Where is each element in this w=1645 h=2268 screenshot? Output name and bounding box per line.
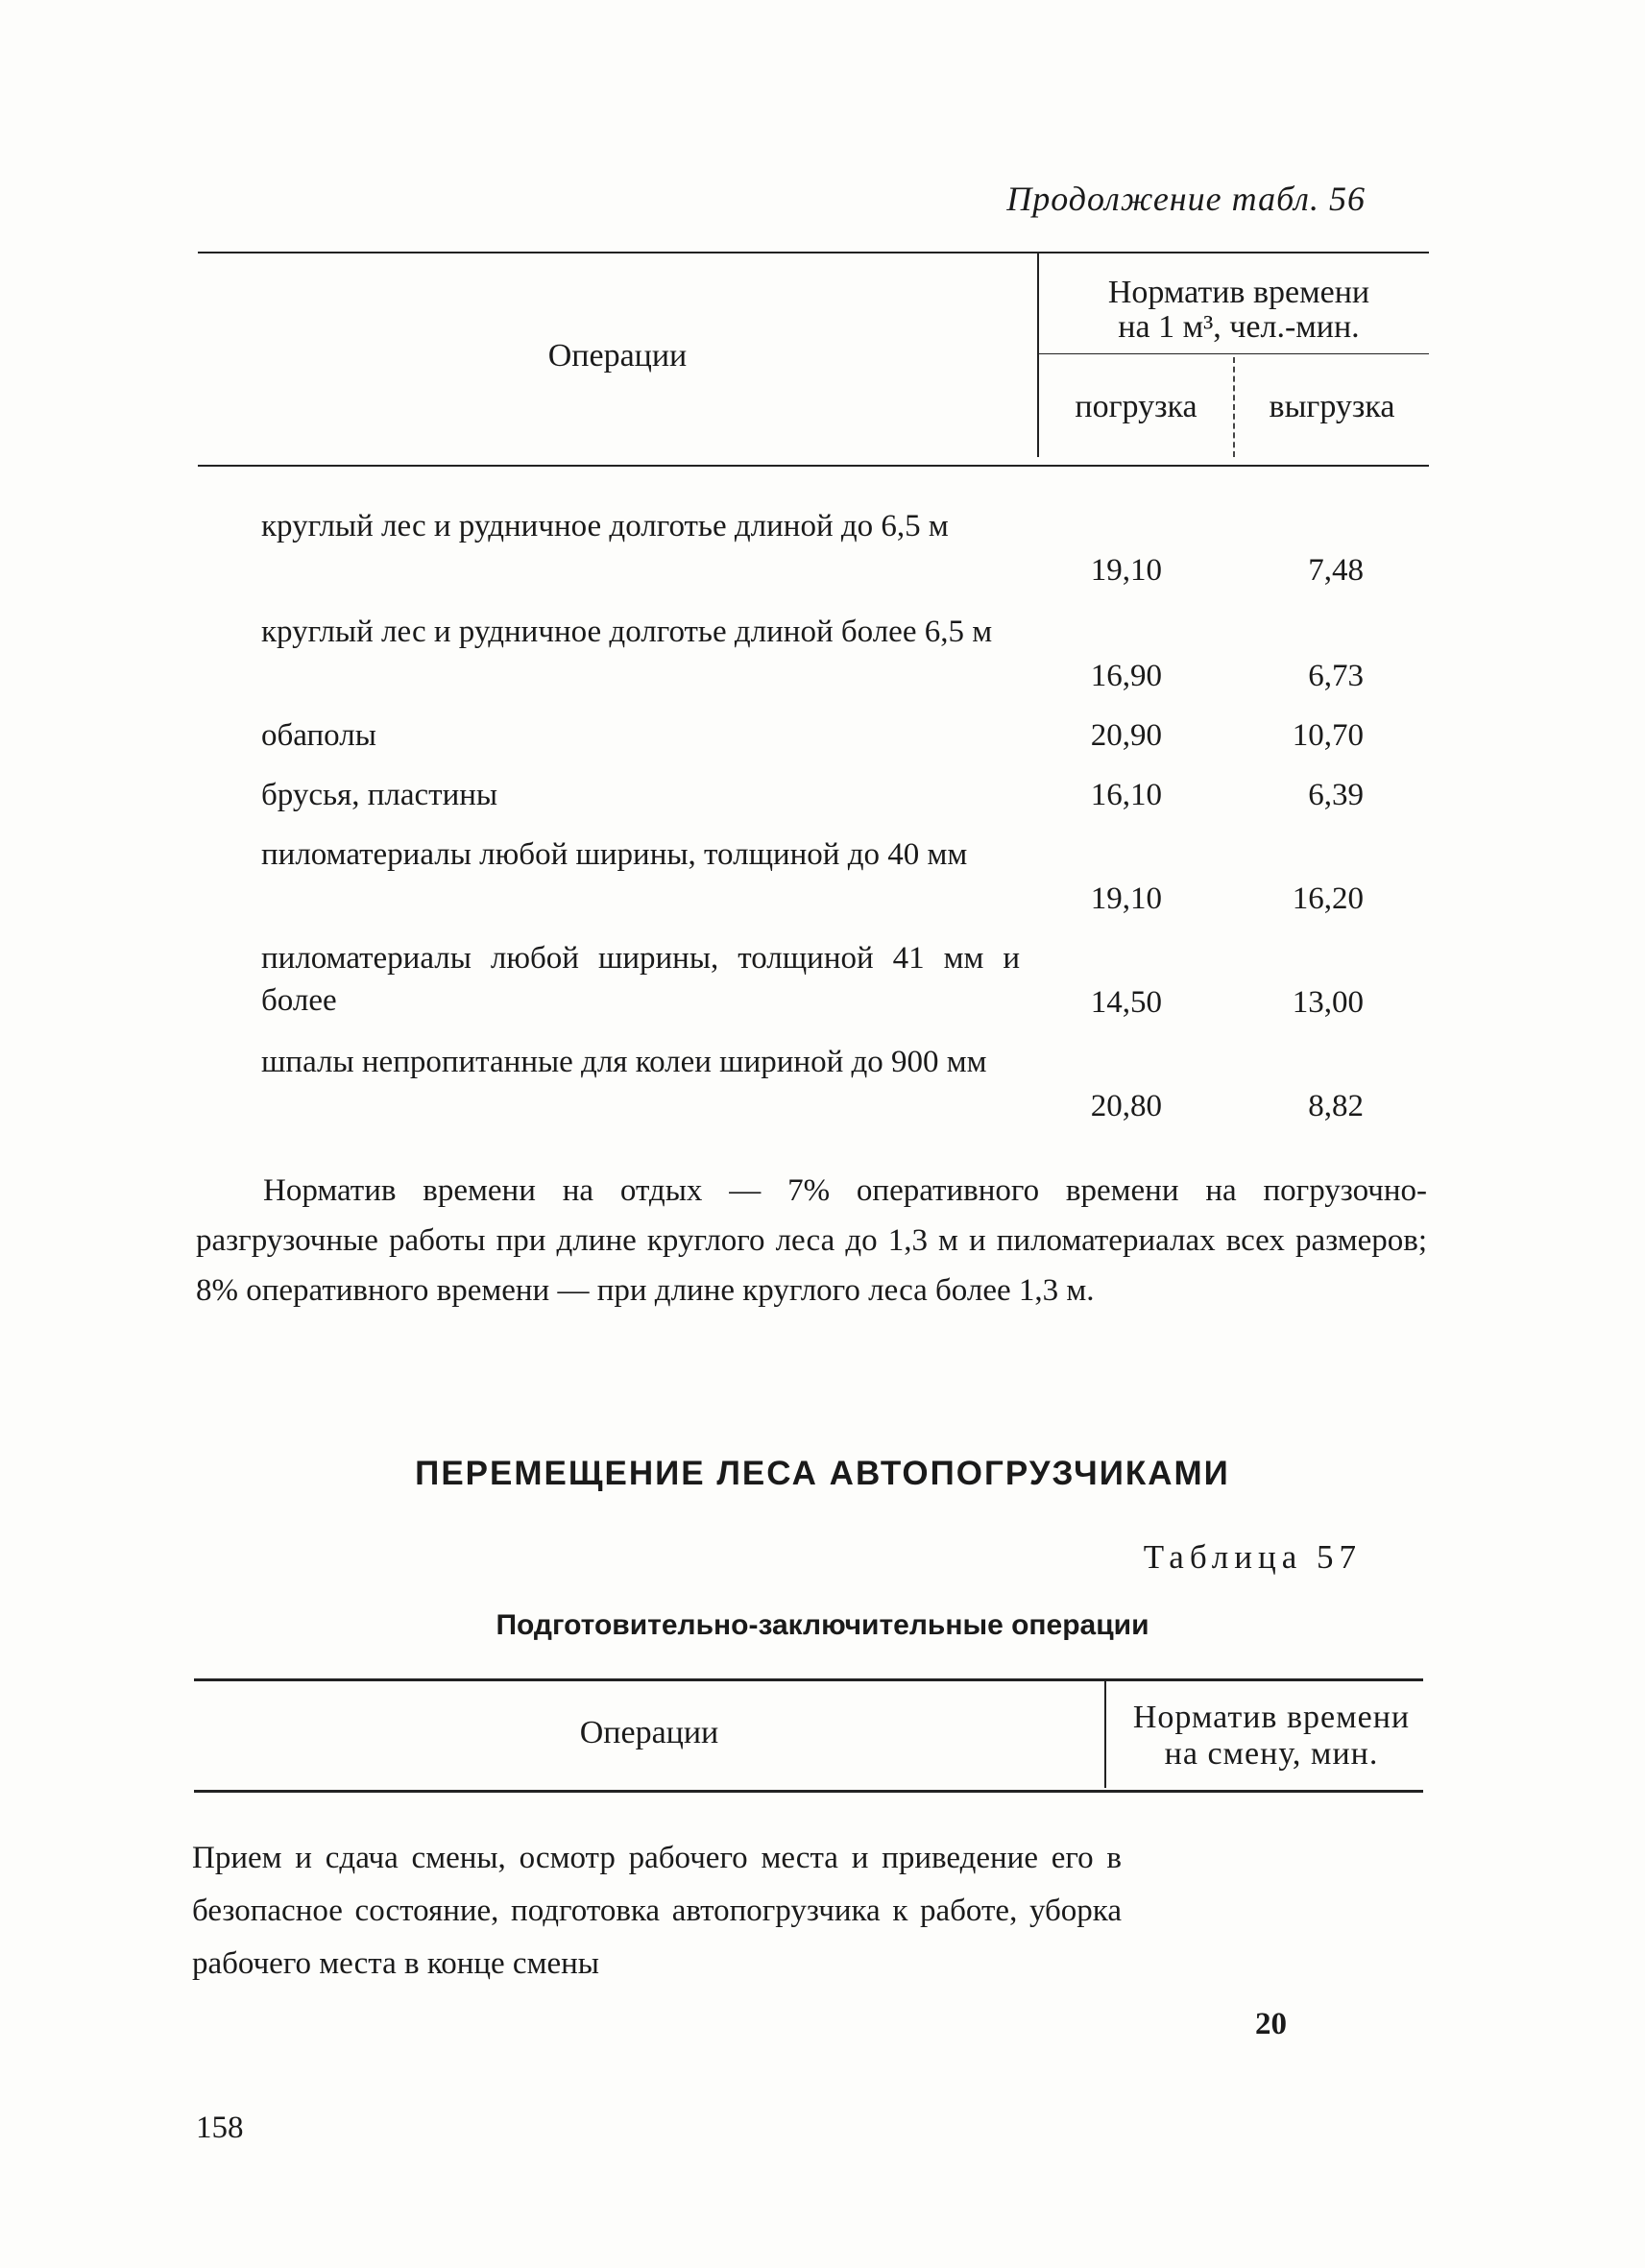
table57-header-bottom-rule <box>194 1790 1423 1793</box>
table57-subtitle: Подготовительно-заключительные операции <box>496 1609 1149 1641</box>
table56-header-divider <box>1037 252 1039 457</box>
table57-header-norm-line2: на смену, мин. <box>1164 1736 1379 1772</box>
row-operation: обаполы <box>261 718 376 753</box>
row-loading-value: 19,10 <box>1090 881 1162 916</box>
table56-header-norm-line1: Норматив времени <box>1107 275 1370 310</box>
table56-header-norm-line2: на 1 м³, чел.-мин. <box>1118 309 1360 345</box>
table57-top-rule <box>194 1678 1423 1681</box>
row-unloading-value: 16,20 <box>1292 881 1364 916</box>
table56-header-bottom-rule <box>198 465 1429 467</box>
row-value: 20 <box>1255 2007 1287 2041</box>
row-unloading-value: 6,73 <box>1308 659 1364 693</box>
row-unloading-value: 7,48 <box>1308 553 1364 588</box>
row-unloading-value: 13,00 <box>1292 985 1364 1020</box>
rest-time-note: Норматив времени на отдых — 7% оперативного времени на погрузочно-разгрузочные работы при длине круглого леса до 1,3 м и пиломатериалах всех размеров; 8% оперативного времени — при длине круглого леса более 1,3 м. <box>196 1173 1427 1308</box>
row-operation: круглый лес и рудничное долготье длиной более 6,5 м <box>261 615 993 649</box>
row-loading-value: 19,10 <box>1090 553 1162 588</box>
table56-subheader-rule <box>1039 353 1429 354</box>
row-loading-value: 14,50 <box>1090 985 1162 1020</box>
table57-header-divider <box>1104 1680 1106 1788</box>
row-operation: пиломатериалы любой ширины, толщиной до 40 мм <box>261 837 968 872</box>
row-operation: пиломатериалы любой ширины, толщиной 41 мм и более <box>261 941 1020 1018</box>
row-loading-value: 20,90 <box>1090 718 1162 753</box>
table-continuation-label: Продолжение табл. 56 <box>1006 180 1366 218</box>
table56-header-loading: погрузка <box>1075 389 1197 424</box>
table57-label: Таблица 57 <box>1143 1538 1362 1576</box>
row-loading-value: 16,10 <box>1090 778 1162 812</box>
table56-header-unloading: выгрузка <box>1269 389 1395 424</box>
row-loading-value: 20,80 <box>1090 1089 1162 1123</box>
row-operation: брусья, пластины <box>261 778 498 812</box>
table57-header-norm-line1: Норматив времени <box>1132 1700 1411 1735</box>
row-operation: круглый лес и рудничное долготье длиной до 6,5 м <box>261 509 949 543</box>
table57-header-operations: Операции <box>579 1715 719 1750</box>
table56-header-operations: Операции <box>547 338 688 374</box>
row-unloading-value: 8,82 <box>1308 1089 1364 1123</box>
row-loading-value: 16,90 <box>1090 659 1162 693</box>
row-operation: шпалы непропитанные для колеи шириной до 900 мм <box>261 1045 987 1079</box>
section-title: ПЕРЕМЕЩЕНИЕ ЛЕСА АВТОПОГРУЗЧИКАМИ <box>415 1455 1230 1492</box>
row-operation: Прием и сдача смены, осмотр рабочего места и приведение его в безопасное состояние, подготовка автопогрузчика к работе, уборка рабочего места в конце смены <box>192 1841 1122 1981</box>
row-unloading-value: 10,70 <box>1292 718 1364 753</box>
page-number: 158 <box>196 2111 244 2145</box>
row-unloading-value: 6,39 <box>1308 778 1364 812</box>
table56-top-rule <box>198 252 1429 253</box>
